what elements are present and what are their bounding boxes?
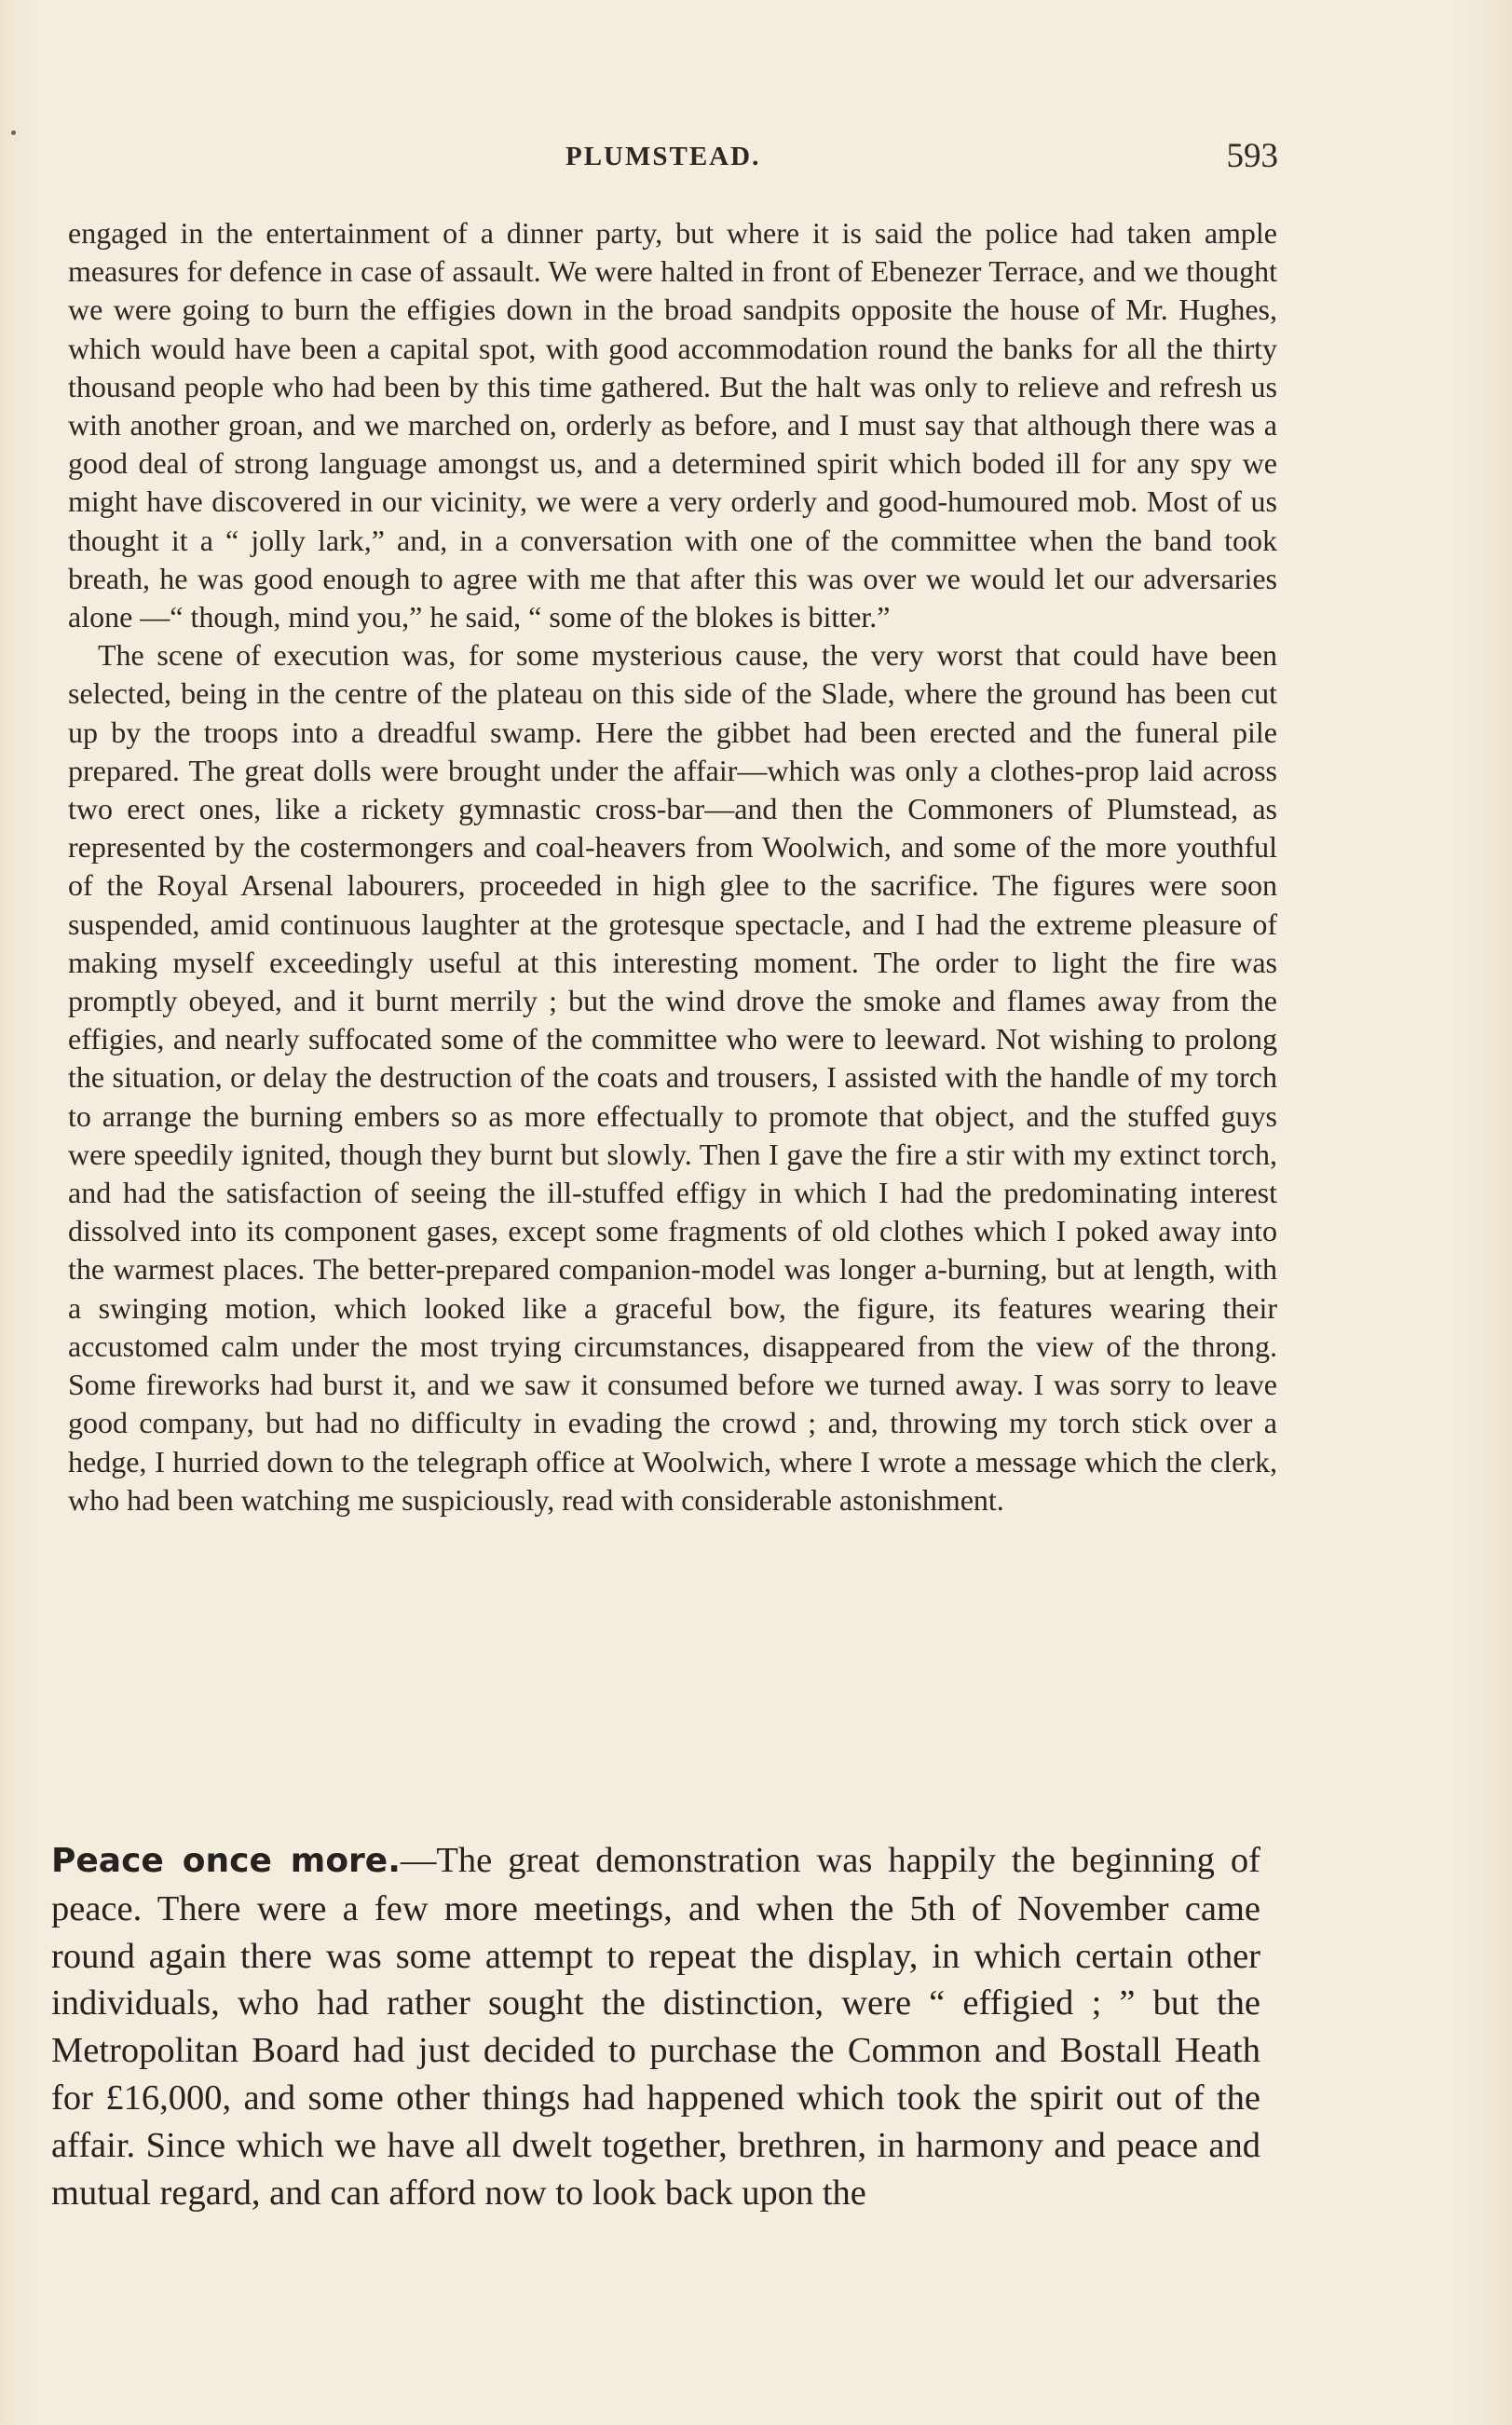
body-text [68,214,1277,1519]
paragraph-2: The scene of execution was, for some mysterious cause, the very worst that could have been selected, being in the centre of the plateau on this side of the Slade, where the ground has been cut up by the troops into a dreadful swamp. Here the gibbet had been erected and the funeral pile prepared. The great dolls were brought under the affair—which was only a clothes-prop laid across two erect ones, like a rickety gymnastic cross-bar—and then the Commoners of Plumstead, as represented by the costermongers and coal-heavers from Woolwich, and some of the more youthful of the Royal Arsenal labourers, proceeded in high glee to the sacrifice. The figures were soon suspended, amid continuous laughter at the grotesque spectacle, and I had the extreme pleasure of making myself exceedingly useful at this interesting moment. The order to light the fire was promptly obeyed, and it burnt merrily ; but the wind drove the smoke and flames away from the effigies, and nearly suffocated some of the committee who were to leeward. Not wishing to prolong the situation, or delay the destruction of the coats and trousers, I assisted with the handle of my torch to arrange the burning embers so as more effectually to promote that object, and the stuffed guys were speedily ignited, though they burnt but slowly. Then I gave the fire a stir with my extinct torch, and had the satisfaction of seeing the ill-stuffed effigy in which I had the predominating interest dissolved into its component gases, except some fragments of old clothes which I poked away into the warmest places. The better-prepared companion-model was longer a-burning, but at length, with a swinging motion, which looked like a graceful bow, the figure, its features wearing their accustomed calm under the most trying circumstances, disappeared from the view of the throng. Some fireworks had burst it, and we saw it consumed before we turned away. I was sorry to leave good company, but had no difficulty in evading the crowd ; and, throwing my torch stick over a hedge, I hurried down to the telegraph office at Woolwich, where I wrote a message which the clerk, who had been watching me suspiciously, read with considerable astonishment. [68,638,1277,1517]
page-number: 593 [1226,137,1278,175]
ink-mark [11,130,16,135]
paragraph-1: engaged in the entertainment of a dinner party, but where it is said the police had taken ample measures for defence in case of assault. We were halted in front of Ebenezer Terrace, and we thought we were going to burn the effigies down in the broad sandpits opposite the house of Mr. Hughes, which would have been a capital spot, with good accommodation round the banks for all the thirty thousand people who had been by this time gathered. But the halt was only to relieve and refresh us with another groan, and we marched on, orderly as before, and I must say that although there was a good deal of strong language amongst us, and a determined spirit which boded ill for any spy we might have discovered in our vicinity, we were a very orderly and good-humoured mob. Most of us thought it a “ jolly lark,” and, in a conversation with one of the committee when the band took breath, he was good enough to agree with me that after this was over we would let our adversaries alone —“ though, mind you,” he said, “ some of the blokes is bitter.” [68,216,1277,634]
section-text: —The great demonstration was happily the beginning of peace. There were a few more meetings, and when the 5th of November came round again there was some attempt to repeat the display, in which certain other individuals, who had rather sought the distinction, were “ effigied ; ” but the Metropolitan Board had just decided to purchase the Common and Bostall Heath for £16,000, and some other things had happened which took the spirit out of the affair. Since which we have all dwelt together, brethren, in harmony and peace and mutual regard, and can afford now to look back upon the [51,1841,1260,2213]
running-title: PLUMSTEAD. [565,142,761,171]
peace-section [51,1837,1260,2216]
section-heading: Peace once more. [51,1842,401,1880]
page-header [67,137,1278,188]
